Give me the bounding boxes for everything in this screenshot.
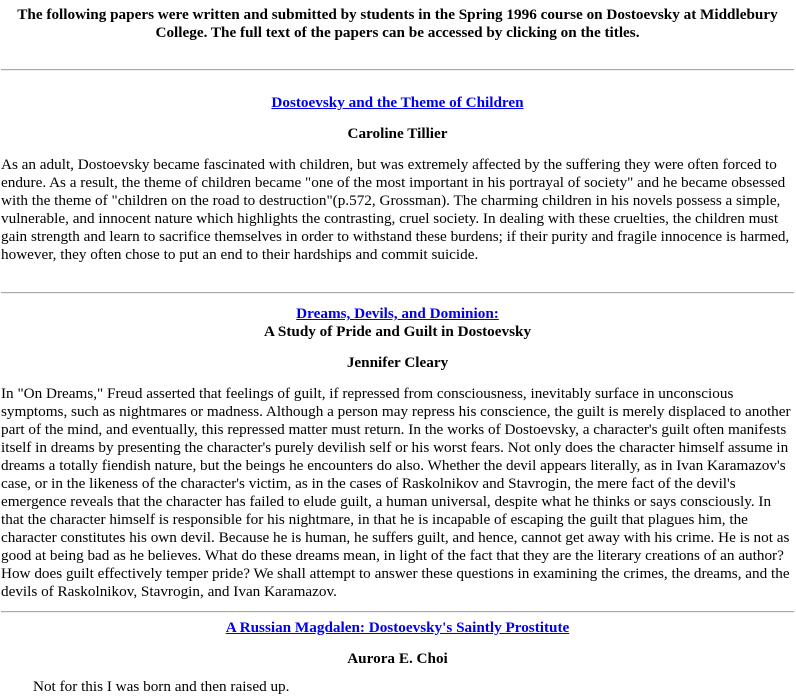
paper-abstract: In "On Dreams," Freud asserted that feelings of guilt, if repressed from consciousness, inevitably surface in unconscious symptoms, such as nightmares or madness. Although a person may repress his conscience, the guilt is merely displaced to another part of the mind, and eventually, this repressed matter must return. In the works of Dostoevsky, a character's guilt often manifests itself in dreams by presenting the character's purely devilish self or his worst fears. Not only does the character himself assume in dreams a totally fiendish nature, but the beings he encounters do also. Whether the devil appears literally, as in Ivan Karamazov's case, or in the likeness of the character's victim, as in the cases of Raskolnikov and Stavrogin, the mere fact of the devil's emergence reveals that the character has failed to elude guilt, a human universal, despite what he thinks or says consciously. In that the character himself is responsible for his nightmare, in that he is incapable of escaping the guilt that plagues him, the character constitutes his own devil. Because he is human, he suffers guilt, and hence, cannot get away with his crime. He is not as good at being bad as he believes. What do these dreams mean, in light of the fact that they are the literary creations of an author? How does guilt effectively temper pride? We shall attempt to answer these questions in examining the crimes, the dreams, and the devils of Raskolnikov, Stavrogin, and Ivan Karamazov. [1, 385, 791, 600]
paper-title-link[interactable]: A Russian Magdalen: Dostoevsky's Saintly Prostitute [225, 619, 570, 636]
paper-epigraph: Not for this I was born and then raised up. [33, 678, 290, 695]
paper-title-link[interactable]: Dreams, Devils, and Dominion: [296, 305, 499, 322]
paper-author: Aurora E. Choi [347, 650, 448, 667]
paper-abstract: As an adult, Dostoevsky became fascinated with children, but was extremely affected by the suffering they were often forced to endure. As a result, the theme of children became "one of the most important in his portrayal of society" and he became obsessed with the theme of "children on the road to destruction"(p.572, Grossman). The charming children in his novels possess a simple, vulnerable, and innocent nature which highlights the contrasting, cruel society. In dealing with these cruelties, the children must gain strength and learn to sacrifice themselves in order to withstand these burdens; if their purity and fragile innocence is harmed, however, they often chose to put an end to their hardships and commit suicide. [1, 156, 790, 263]
paper-author: Caroline Tillier [347, 125, 448, 142]
paper-subtitle: A Study of Pride and Guilt in Dostoevsky [263, 323, 532, 340]
paper-title-link[interactable]: Dostoevsky and the Theme of Children [271, 94, 524, 111]
intro-text: The following papers were written and submitted by students in the Spring 1996 course on Dostoevsky at Middlebury College. The full text of the papers can be accessed by clicking on the titles. [17, 6, 778, 41]
paper-author: Jennifer Cleary [346, 354, 449, 371]
